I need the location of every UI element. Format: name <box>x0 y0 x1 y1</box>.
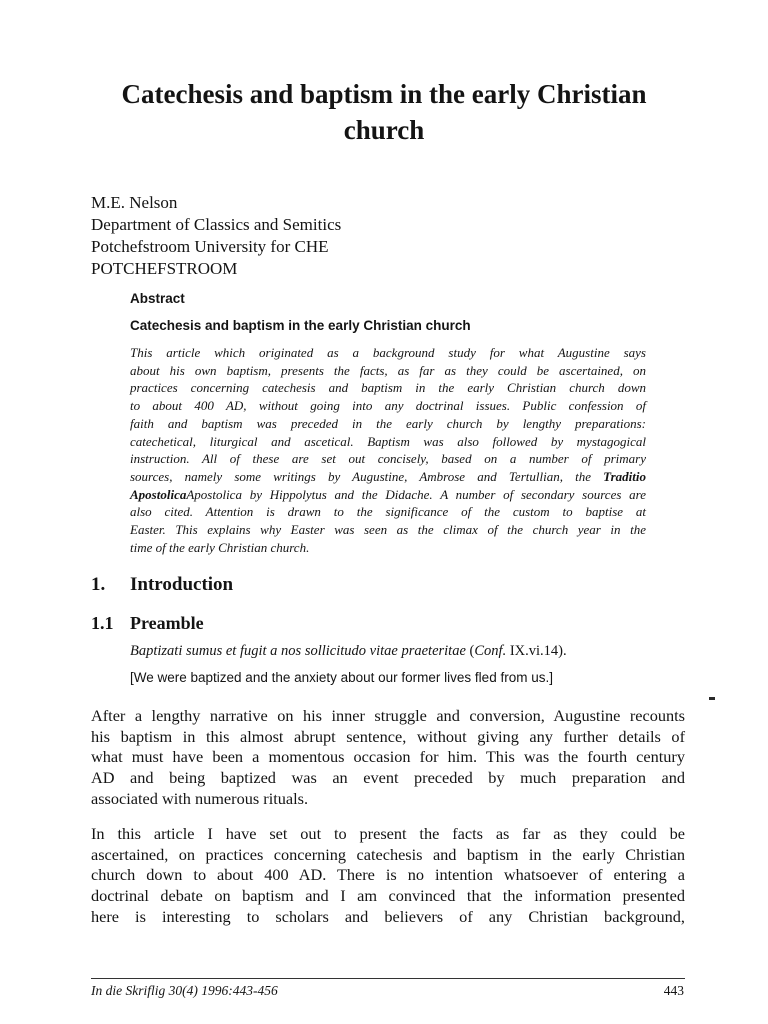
abstract-heading: Abstract <box>130 291 185 306</box>
abstract-line: Easter. This explains why Easter was seen as the climax of the church year in the <box>130 522 646 538</box>
footer-journal: In die Skriflig 30(4) 1996:443-456 <box>91 983 278 998</box>
article-title-line: Catechesis and baptism in the early Christian <box>121 79 647 109</box>
latin-quote-text: Baptizati sumus et fugit a nos sollicitudo vitae praeteritae <box>130 643 466 659</box>
paragraph-line: what must have been a momentous occasion for him. This was the fourth century <box>91 747 685 767</box>
author-department: Department of Classics and Semitics <box>91 215 342 234</box>
body-paragraph <box>91 706 685 810</box>
abstract-line-text: Apostolica by Hippolytus and the Didache. A number of secondary sources are <box>186 486 646 502</box>
paragraph-line: doctrinal debate on baptism and I am convinced that the information presented <box>91 886 685 906</box>
paragraph-line: After a lengthy narrative on his inner struggle and conversion, Augustine recounts <box>91 706 685 725</box>
abstract-line: time of the early Christian church. <box>130 539 310 555</box>
quote-ref-abbrev: Conf. <box>474 643 507 659</box>
paragraph-line: associated with numerous rituals. <box>91 788 309 808</box>
quote-translation: [We were baptized and the anxiety about our former lives fled from us.] <box>130 670 553 685</box>
abstract-line: about his own baptism, presents the facts, as far as they could be ascertained, on <box>130 362 646 378</box>
abstract-line: also cited. Attention is drawn to the significance of the custom to baptise at <box>130 504 646 520</box>
abstract-bold-term: Traditio <box>603 468 646 484</box>
paragraph-line: ascertained, on practices concerning catechesis and baptism in the early Christian <box>91 844 685 864</box>
body-paragraph <box>91 824 685 928</box>
abstract-line: instruction. All of these are set out concisely, based on a number of primary <box>130 451 646 467</box>
abstract-line: practices concerning catechesis and baptism in the early Christian church down <box>130 380 646 396</box>
paragraph-line: church down to about 400 AD. There is no intention whatsoever of entering a <box>91 865 685 885</box>
abstract-line-text: sources, namely some writings by Augustine, Ambrose and Tertullian, the <box>130 468 604 484</box>
abstract-line: to about 400 AD, without going into any doctrinal issues. Public confession of <box>130 398 646 414</box>
abstract-title: Catechesis and baptism in the early Christian church <box>130 318 471 333</box>
subsection-heading <box>91 613 204 634</box>
scan-speck <box>709 697 715 700</box>
section-title: Introduction <box>130 574 234 595</box>
paragraph-line: In this article I have set out to present the facts as far as they could be <box>91 824 685 843</box>
author-block <box>91 192 341 280</box>
quote-ref-loc: IX.vi.14). <box>506 643 567 659</box>
abstract-line: faith and baptism was preceded in the early church by lengthy preparations: <box>130 415 646 431</box>
author-name: M.E. Nelson <box>91 193 178 212</box>
author-university: Potchefstroom University for CHE <box>91 237 329 256</box>
abstract-bold-term: Apostolica <box>130 486 187 502</box>
latin-quote <box>130 643 567 660</box>
abstract-line: catechetical, liturgical and ascetical. Baptism was also followed by mystagogical <box>130 433 646 449</box>
subsection-number: 1.1 <box>91 613 114 633</box>
author-city: POTCHEFSTROOM <box>91 259 238 278</box>
subsection-title: Preamble <box>130 613 204 633</box>
section-number: 1. <box>91 574 106 595</box>
abstract-line <box>130 486 646 504</box>
section-heading <box>91 574 233 596</box>
paragraph-line: AD and being baptized was an event preceded by much preparation and <box>91 768 685 788</box>
article-title-line: church <box>343 115 425 145</box>
abstract-body <box>130 344 646 556</box>
abstract-line: This article which originated as a background study for what Augustine says <box>130 345 646 360</box>
paragraph-line: his baptism in this almost abrupt sentence, without giving any further details of <box>91 726 685 746</box>
article-title <box>95 76 673 148</box>
quote-paren: ( <box>465 643 475 659</box>
abstract-line <box>130 468 646 486</box>
paragraph-line: here is interesting to scholars and believers of any Christian background, <box>91 906 685 926</box>
footer-divider <box>91 978 685 979</box>
page-number: 443 <box>663 983 684 998</box>
